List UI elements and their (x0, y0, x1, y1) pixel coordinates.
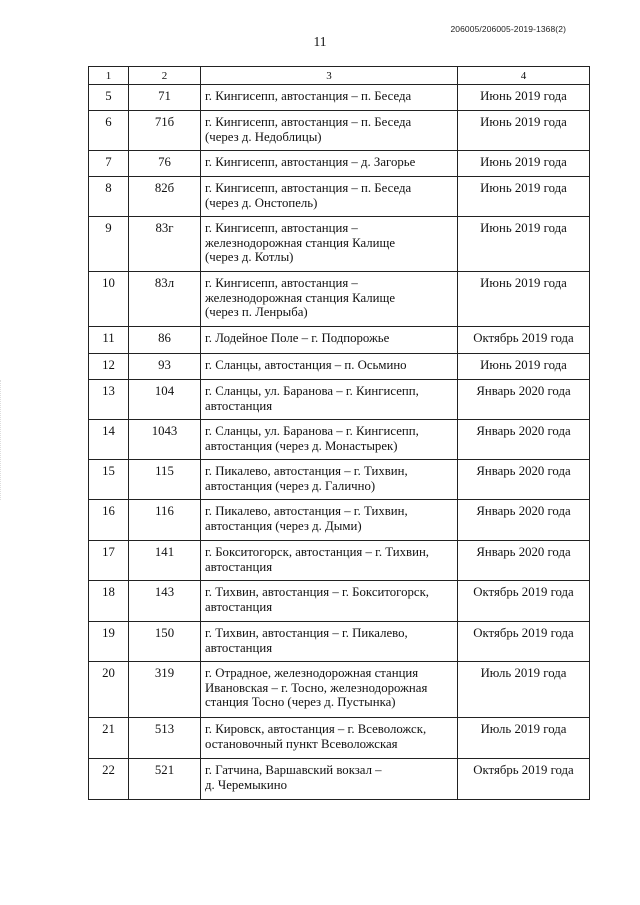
route-name-cell (201, 151, 458, 177)
start-date-cell: Июль 2019 года (458, 718, 590, 759)
route-name-line: автостанция (через д. Галично) (205, 478, 376, 493)
route-name-line: г. Кингисепп, автостанция – п. Беседа (205, 181, 412, 195)
route-number-cell: 115 (129, 460, 201, 500)
route-name-cell (201, 380, 458, 420)
route-name-line: г. Гатчина, Варшавский вокзал – (205, 763, 382, 777)
route-name-cell (201, 177, 458, 217)
row-number-cell: 22 (89, 759, 129, 800)
route-name-line: железнодорожная станция Калище (205, 235, 396, 250)
row-number-cell: 21 (89, 718, 129, 759)
route-number-cell: 319 (129, 662, 201, 718)
start-date-cell: Январь 2020 года (458, 460, 590, 500)
row-number-cell: 19 (89, 622, 129, 662)
row-number-cell: 15 (89, 460, 129, 500)
route-name-line: Ивановская – г. Тосно, железнодорожная (205, 680, 428, 695)
row-number-cell: 11 (89, 327, 129, 354)
route-name-line: г. Кировск, автостанция – г. Всеволожск, (205, 722, 427, 736)
route-name-cell (201, 759, 458, 800)
table-row (89, 622, 590, 662)
routes-table (88, 66, 590, 800)
route-number-cell: 1043 (129, 420, 201, 460)
start-date-cell: Октябрь 2019 года (458, 759, 590, 800)
header-cell-3: 3 (201, 67, 458, 85)
route-name-cell (201, 85, 458, 111)
table-row (89, 177, 590, 217)
route-name-cell (201, 581, 458, 622)
route-name-line: г. Бокситогорск, автостанция – г. Тихвин, (205, 545, 429, 559)
route-number-cell: 71б (129, 111, 201, 151)
route-number-cell: 71 (129, 85, 201, 111)
start-date-cell: Январь 2020 года (458, 500, 590, 541)
start-date-cell: Июнь 2019 года (458, 151, 590, 177)
route-name-line: автостанция (205, 559, 273, 574)
start-date-cell: Октябрь 2019 года (458, 622, 590, 662)
route-name-cell (201, 327, 458, 354)
route-name-cell (201, 541, 458, 581)
route-name-line: г. Тихвин, автостанция – г. Бокситогорск, (205, 585, 429, 599)
row-number-cell: 6 (89, 111, 129, 151)
route-number-cell: 104 (129, 380, 201, 420)
table-row (89, 500, 590, 541)
route-number-cell: 82б (129, 177, 201, 217)
start-date-cell: Январь 2020 года (458, 420, 590, 460)
route-name-line: г. Кингисепп, автостанция – п. Беседа (205, 89, 412, 103)
route-name-line: г. Отрадное, железнодорожная станция (205, 666, 419, 680)
row-number-cell: 16 (89, 500, 129, 541)
route-name-line: г. Кингисепп, автостанция – (205, 276, 358, 290)
route-name-line: автостанция (205, 640, 273, 655)
row-number-cell: 5 (89, 85, 129, 111)
table-header-row (89, 67, 590, 85)
start-date-cell: Июнь 2019 года (458, 111, 590, 151)
route-number-cell: 83л (129, 272, 201, 327)
route-name-cell (201, 662, 458, 718)
route-name-cell (201, 272, 458, 327)
row-number-cell: 10 (89, 272, 129, 327)
page-number: 11 (313, 34, 327, 49)
route-number-cell: 521 (129, 759, 201, 800)
start-date-cell: Октябрь 2019 года (458, 327, 590, 354)
route-number-cell: 150 (129, 622, 201, 662)
route-name-line: автостанция (через д. Монастырек) (205, 438, 398, 453)
route-name-line: (через п. Ленрыба) (205, 305, 308, 320)
route-name-line: г. Пикалево, автостанция – г. Тихвин, (205, 504, 408, 518)
table-row (89, 111, 590, 151)
start-date-cell: Октябрь 2019 года (458, 581, 590, 622)
table-row (89, 662, 590, 718)
table-row (89, 380, 590, 420)
route-name-line: автостанция (через д. Дыми) (205, 518, 362, 533)
routes-table-body (89, 67, 590, 800)
route-name-cell (201, 111, 458, 151)
route-name-cell (201, 460, 458, 500)
route-number-cell: 141 (129, 541, 201, 581)
table-row (89, 327, 590, 354)
row-number-cell: 18 (89, 581, 129, 622)
table-row (89, 718, 590, 759)
route-name-line: г. Кингисепп, автостанция – п. Беседа (205, 115, 412, 129)
row-number-cell: 13 (89, 380, 129, 420)
route-name-cell (201, 622, 458, 662)
table-row (89, 759, 590, 800)
row-number-cell: 12 (89, 354, 129, 380)
route-name-line: г. Лодейное Поле – г. Подпорожье (205, 331, 390, 345)
row-number-cell: 14 (89, 420, 129, 460)
route-number-cell: 76 (129, 151, 201, 177)
table-row (89, 541, 590, 581)
start-date-cell: Июнь 2019 года (458, 217, 590, 272)
route-name-cell (201, 217, 458, 272)
table-row (89, 354, 590, 380)
header-cell-1: 1 (89, 67, 129, 85)
row-number-cell: 17 (89, 541, 129, 581)
route-name-line: остановочный пункт Всеволожская (205, 736, 398, 751)
route-name-line: г. Пикалево, автостанция – г. Тихвин, (205, 464, 408, 478)
start-date-cell: Июнь 2019 года (458, 85, 590, 111)
header-cell-4: 4 (458, 67, 590, 85)
start-date-cell: Июнь 2019 года (458, 272, 590, 327)
scan-edge-mark (0, 380, 3, 500)
route-name-line: г. Сланцы, автостанция – п. Осьмино (205, 358, 407, 372)
document-id: 206005/206005-2019-1368(2) (450, 24, 566, 34)
route-name-line: автостанция (205, 398, 273, 413)
start-date-cell: Июнь 2019 года (458, 177, 590, 217)
start-date-cell: Июнь 2019 года (458, 354, 590, 380)
route-name-line: г. Сланцы, ул. Баранова – г. Кингисепп, (205, 384, 419, 398)
row-number-cell: 9 (89, 217, 129, 272)
route-name-line: г. Кингисепп, автостанция – д. Загорье (205, 155, 416, 169)
route-number-cell: 86 (129, 327, 201, 354)
start-date-cell: Январь 2020 года (458, 380, 590, 420)
route-number-cell: 116 (129, 500, 201, 541)
route-name-cell (201, 500, 458, 541)
header-cell-2: 2 (129, 67, 201, 85)
table-row (89, 420, 590, 460)
route-name-line: д. Черемыкино (205, 777, 287, 792)
route-name-cell (201, 420, 458, 460)
route-name-line: автостанция (205, 599, 273, 614)
route-name-line: (через д. Онстопель) (205, 195, 318, 210)
table-row (89, 151, 590, 177)
start-date-cell: Июль 2019 года (458, 662, 590, 718)
route-name-line: г. Тихвин, автостанция – г. Пикалево, (205, 626, 408, 640)
table-row (89, 272, 590, 327)
route-number-cell: 143 (129, 581, 201, 622)
route-name-cell (201, 718, 458, 759)
table-row (89, 85, 590, 111)
table-row (89, 217, 590, 272)
route-number-cell: 513 (129, 718, 201, 759)
row-number-cell: 7 (89, 151, 129, 177)
row-number-cell: 8 (89, 177, 129, 217)
route-name-line: (через д. Котлы) (205, 250, 294, 265)
route-name-line: г. Сланцы, ул. Баранова – г. Кингисепп, (205, 424, 419, 438)
table-row (89, 581, 590, 622)
route-number-cell: 93 (129, 354, 201, 380)
route-name-line: (через д. Недоблицы) (205, 129, 322, 144)
route-number-cell: 83г (129, 217, 201, 272)
start-date-cell: Январь 2020 года (458, 541, 590, 581)
route-name-line: железнодорожная станция Калище (205, 290, 396, 305)
route-name-line: г. Кингисепп, автостанция – (205, 221, 358, 235)
row-number-cell: 20 (89, 662, 129, 718)
route-name-line: станция Тосно (через д. Пустынка) (205, 695, 396, 710)
route-name-cell (201, 354, 458, 380)
table-row (89, 460, 590, 500)
